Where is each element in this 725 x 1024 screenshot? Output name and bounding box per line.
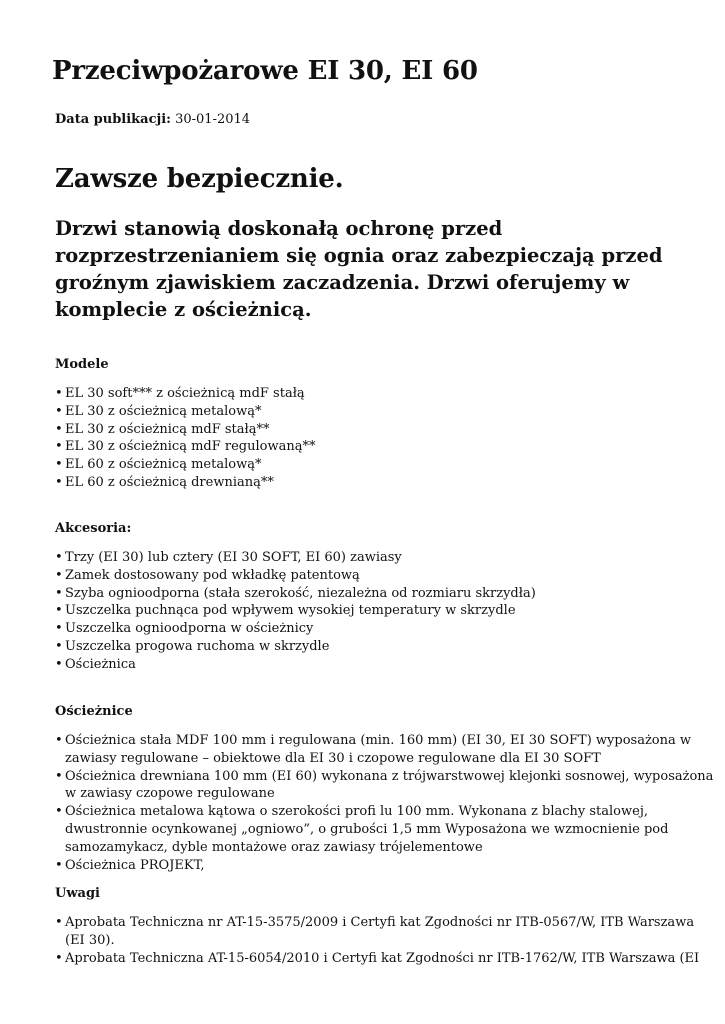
accessories-list	[55, 549, 675, 674]
section-heading-uwagi: Uwagi	[55, 886, 100, 901]
list-item	[55, 950, 700, 968]
publication-date	[55, 112, 250, 127]
lead-paragraph	[55, 215, 663, 323]
page-title: Przeciwpożarowe EI 30, EI 60	[52, 56, 478, 86]
list-item-line: zawiasy regulowane – obiektowe dla EI 30 i czopowe regulowane dla EI 30 SOFT	[65, 750, 601, 766]
list-item-line: • Aprobata Techniczna AT-15-6054/2010 i Certyfi kat Zgodności nr ITB-1762/W, ITB Warszawa (EI	[65, 950, 700, 966]
lead-line: komplecie z ościeżnicą.	[55, 298, 312, 321]
list-item: • Ościeżnica	[55, 656, 675, 674]
list-item	[55, 803, 675, 856]
models-list	[55, 385, 675, 492]
list-item: • EL 30 soft*** z ościeżnicą mdF stałą	[55, 385, 675, 403]
list-item: • Zamek dostosowany pod wkładkę patentową	[55, 567, 675, 585]
lead-line: rozprzestrzenianiem się ognia oraz zabezpieczają przed	[55, 244, 663, 267]
list-item-line: • Ościeżnica metalowa kątowa o szerokości profi lu 100 mm. Wykonana z blachy stalowej,	[65, 804, 648, 820]
list-item: • Uszczelka ognioodporna w ościeżnicy	[55, 620, 675, 638]
lead-line: groźnym zjawiskiem zaczadzenia. Drzwi oferujemy w	[55, 271, 630, 294]
list-item-line: dwustronnie ocynkowanej „ogniowo”, o grubości 1,5 mm Wyposażona we wzmocnienie pod	[65, 821, 669, 837]
list-item: • Szyba ognioodporna (stała szerokość, niezależna od rozmiaru skrzydła)	[55, 585, 675, 603]
list-item	[55, 914, 695, 950]
list-item: • Uszczelka progowa ruchoma w skrzydle	[55, 638, 675, 656]
section-heading-modele: Modele	[55, 357, 109, 372]
list-item: • Uszczelka puchnąca pod wpływem wysokiej temperatury w skrzydle	[55, 602, 675, 620]
list-item-line: • Ościeżnica PROJEKT,	[65, 857, 205, 873]
publication-date-label: Data publikacji:	[55, 112, 171, 127]
list-item: • EL 30 z ościeżnicą metalową*	[55, 403, 675, 421]
list-item: • EL 60 z ościeżnicą metalową*	[55, 456, 675, 474]
list-item-line: • Ościeżnica stała MDF 100 mm i regulowana (min. 160 mm) (EI 30, EI 30 SOFT) wyposażona w	[65, 733, 691, 748]
section-heading-akcesoria: Akcesoria:	[55, 521, 132, 536]
list-item	[55, 732, 691, 768]
list-item: • EL 60 z ościeżnicą drewnianą**	[55, 474, 675, 492]
publication-date-value: 30-01-2014	[175, 112, 251, 127]
frames-list	[55, 732, 714, 874]
list-item-line: • Ościeżnica drewniana 100 mm (EI 60) wykonana z trójwarstwowej klejonki sosnowej, wyposażona	[65, 768, 714, 784]
list-item-line: • Aprobata Techniczna nr AT-15-3575/2009 i Certyfi kat Zgodności nr ITB-0567/W, ITB Warszawa	[65, 915, 695, 930]
list-item: • EL 30 z ościeżnicą mdF stałą**	[55, 421, 675, 439]
list-item: • Trzy (EI 30) lub cztery (EI 30 SOFT, EI 60) zawiasy	[55, 549, 675, 567]
list-item: • EL 30 z ościeżnicą mdF regulowaną**	[55, 438, 675, 456]
lead-line: Drzwi stanowią doskonałą ochronę przed	[55, 217, 503, 240]
list-item-line: w zawiasy czopowe regulowane	[65, 786, 275, 802]
notes-list	[55, 914, 700, 967]
list-item-line: samozamykacz, dyble montażowe oraz zawiasy trójelementowe	[65, 839, 483, 855]
section-heading-oscieznice: Ościeżnice	[55, 704, 133, 719]
list-item-line: (EI 30).	[65, 932, 115, 948]
headline: Zawsze bezpiecznie.	[55, 164, 344, 194]
list-item	[55, 768, 714, 804]
list-item	[55, 857, 675, 875]
